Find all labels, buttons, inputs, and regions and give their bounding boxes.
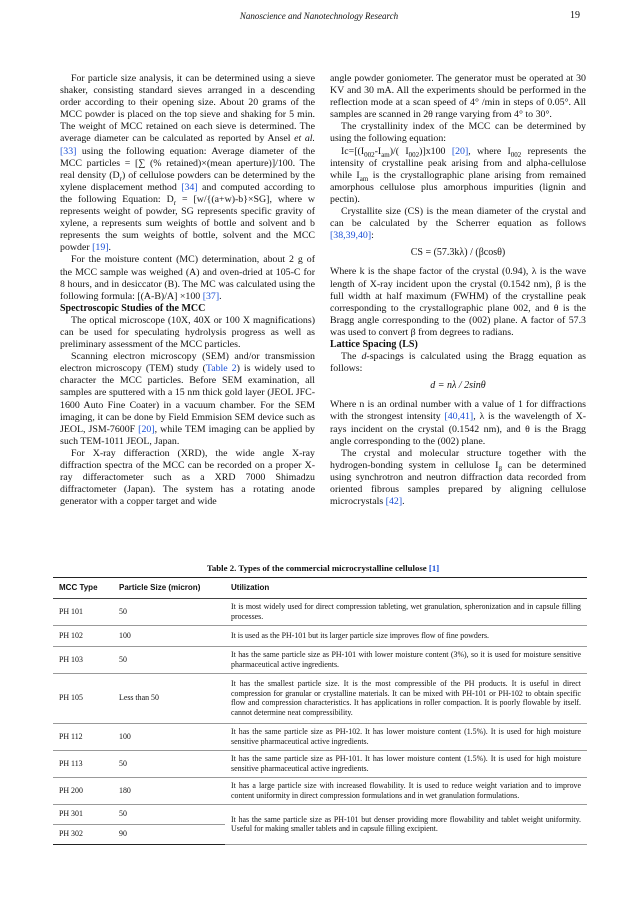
cell-mcc-type: PH 301 (53, 804, 113, 824)
paragraph-optical-microscope: The optical microscope (10X, 40X or 100 X magnifications) can be used for speculating hydrolysis progress as well as preliminary assessment of the MCC particles. (60, 314, 315, 351)
cell-utilization: It is most widely used for direct compression tableting, wet granulation, spheronization and in capsule filling processes. (225, 598, 587, 625)
cell-mcc-type: PH 200 (53, 777, 113, 804)
section-heading-lattice-spacing: Lattice Spacing (LS) (330, 338, 418, 350)
table-row (53, 804, 587, 824)
paragraph-sem-tem: Scanning electron microscopy (SEM) and/or transmission electron microscopy (TEM) study (Table 2) is widely used to character the MCC particles. Before SEM examination, all samples are sputtered with a 15 nm thick gold layer (JEOL JFC- 1600 Auto Fine Coater) in a vacuum chamber. For the SEM imaging, it can be done by Field Emmision SEM device such as JEOL, JSM-7600F [20], while TEM imaging can be applied by such TEM-1011 JEOL, Japan. (60, 351, 315, 447)
left-column (60, 73, 315, 508)
cell-particle-size: 180 (113, 777, 225, 804)
cell-utilization: It has the smallest particle size. It is the most compressible of the PH products. It is useful in direct compression for granular or crystalline materials. It can be mixed with PH-101 or PH-102 to obtain specific flow and compression characteristics. It has applications in roller compaction. It is poorly flowable by itself. cannot determine neat compressibility. (225, 673, 587, 723)
column-header-mcc-type: MCC Type (53, 578, 113, 599)
cell-mcc-type: PH 302 (53, 824, 113, 844)
table-row (53, 750, 587, 777)
cell-utilization: It has the same particle size as PH-101 but denser providing more flowability and tablet weight uniformity. Useful for making smaller tablets and in capsule filling excipient. (225, 804, 587, 844)
bragg-equation: d = nλ / 2sinθ (430, 380, 486, 392)
section-heading-spectroscopic: Spectroscopic Studies of the MCC (60, 302, 206, 314)
citation-link[interactable]: [20] (451, 145, 469, 157)
column-header-particle-size: Particle Size (micron) (113, 578, 225, 599)
cell-mcc-type: PH 105 (53, 673, 113, 723)
cell-particle-size: 100 (113, 625, 225, 646)
paragraph-crystallinity-equation: $Ic=[(I_{002}-I_{am})/$( $I_{002})]x100$ [20], where $I_{002}$ represents the intensity of crystalline peak arising from and alpha-cellulose while $I_{am}$ is the crystallographic plane arising from remained amorphous cellulose plus amorphous impurities (lignin and pectin). (330, 145, 586, 205)
cell-particle-size: 50 (113, 598, 225, 625)
paragraph-bragg-variables: Where n is an ordinal number with a value of 1 for diffractions with the strongest intensity [40,41], λ is the wavelength of X-rays incident on the crystal (0.1542 nm), and θ is the Bragg angle corresponding to the (002) plane. (330, 399, 586, 447)
table-link[interactable]: Table 2 (205, 363, 237, 375)
citation-link[interactable]: [33] (60, 145, 77, 157)
table-row (53, 723, 587, 750)
cell-mcc-type: PH 103 (53, 646, 113, 673)
cell-utilization: It is used as the PH-101 but its larger particle size improves flow of fine powders. (225, 625, 587, 646)
paragraph-bragg-intro: The d-spacings is calculated using the Bragg equation as follows: (330, 351, 586, 375)
table-row (53, 673, 587, 723)
scherrer-equation: CS = (57.3kλ) / (βcosθ) (410, 247, 506, 259)
mcc-types-table (53, 577, 587, 845)
citation-link[interactable]: [19] (92, 242, 109, 254)
cell-particle-size: 50 (113, 750, 225, 777)
cell-utilization: It has the same particle size as PH-102. It has lower moisture content (1.5%). It is used for high moisture sensitive pharmaceutical active ingredients. (225, 723, 587, 750)
cell-utilization: It has the same particle size as PH-101 with lower moisture content (3%), so it is used for moisture sensitive pharmaceutical active ingredients. (225, 646, 587, 673)
cell-mcc-type: PH 102 (53, 625, 113, 646)
cell-utilization: It has the same particle size as PH-101. It has lower moisture content (1.5%). It is used for high moisture sensitive pharmaceutical active ingredients. (225, 750, 587, 777)
cell-particle-size: 100 (113, 723, 225, 750)
cell-mcc-type: PH 113 (53, 750, 113, 777)
column-header-utilization: Utilization (225, 578, 587, 599)
paragraph-crystallite-size: Crystallite size (CS) is the mean diameter of the crystal and can be calculated by the Scherrer equation as follows [38,39,40]: (330, 206, 586, 242)
citation-link[interactable]: [34] (181, 181, 198, 193)
running-header (0, 10, 638, 26)
cell-utilization: It has a large particle size with increased flowability. It is used to reduce weight variation and to improve content uniformity in direct compression formulations and in wet granulation formulations. (225, 777, 587, 804)
citation-link[interactable]: [38,39,40] (330, 230, 372, 242)
paragraph-moisture-content: For the moisture content (MC) determination, about 2 g of the MCC sample was weighed (A) and oven-dried at 105-C for 8 hours, and in desiccator (B). The MC was calculated using the following formula: [(A-B)/A] ×100 [37]. (60, 254, 315, 302)
cell-particle-size: 90 (113, 824, 225, 844)
cell-particle-size: 50 (113, 646, 225, 673)
cell-particle-size: Less than 50 (113, 673, 225, 723)
citation-link[interactable]: [42] (385, 496, 403, 508)
table-header-row (53, 578, 587, 599)
right-column (330, 73, 586, 508)
citation-link[interactable]: [1] (428, 563, 440, 573)
paragraph-xrd-continued: angle powder goniometer. The generator must be operated at 30 KV and 30 mA. All the experiments should be performed in the reflection mode at a scan speed of 4° /min in steps of 0.05°. All samples are scanned in 2θ range varying from 4° to 30°. (330, 73, 586, 121)
cell-mcc-type: PH 101 (53, 598, 113, 625)
paragraph-particle-size: For particle size analysis, it can be determined using a sieve shaker, consisting standard sieves arranged in a descending order according to their opening size. About 20 grams of the MCC powder is placed on the top sieve and shaking for 5 min. The weight of MCC retained on each sieve is determined. The average diameter can be calculated as reported by Ansel et al. [33] using the following equation: Average diameter of the MCC particles = [∑ (% retained)×(mean aperture)]/100. The real density $(D_r)$ of cellulose powders can be determined by the xylene displacement method [34] and computed according to the following Equation: $D_r = [w/\{(a+w)-b\}\times SG]$, where w represents weight of powder, SG represents specific gravity of xylene, a represents sum weights of bottle and solvent and b represents the sum weights of bottle, solvent and the MCC powder [19]. (60, 73, 316, 254)
paragraph-crystal-structure: The crystal and molecular structure together with the hydrogen-bonding system in cellulose $I_\beta$ can be determined using synchrotron and neutron diffraction data recorded from oriented fibrous samples prepared by aligning cellulose microcrystals [42]. (330, 447, 587, 508)
citation-link[interactable]: [37] (202, 290, 220, 302)
page-number: 19 (570, 10, 580, 21)
table-caption: Table 2. Types of the commercial microcrystalline cellulose [1] (206, 563, 440, 573)
table-row (53, 625, 587, 646)
table-row (53, 646, 587, 673)
table-row (53, 598, 587, 625)
table-row (53, 777, 587, 804)
cell-particle-size: 50 (113, 804, 225, 824)
citation-link[interactable]: [40,41] (444, 411, 474, 423)
paragraph-xrd: For X-ray differaction (XRD), the wide angle X-ray diffraction spectra of the MCC can be recorded on a proper X-ray differactometer such as a XRD 7000 Shimadzu diffractometer (Japan). The system has a rotating anode generator with a copper target and wide (60, 447, 315, 508)
paragraph-crystallinity-intro: The crystallinity index of the MCC can be determined by using the following equation: (330, 121, 586, 145)
journal-title: Nanoscience and Nanotechnology Research (239, 11, 399, 21)
paragraph-scherrer-variables: Where k is the shape factor of the crystal (0.94), λ is the wave length of X-ray incident upon the crystal (0.1542 nm), β is the full width at half maximum (FWHM) of the crystalline peak corresponding to the crystallographic plane 002, and θ is the Bragg angle corresponding to the (002) plane. A factor of 57.3 was used to convert β from degrees to radians. (330, 266, 586, 338)
cell-mcc-type: PH 112 (53, 723, 113, 750)
citation-link[interactable]: [20] (138, 423, 155, 435)
